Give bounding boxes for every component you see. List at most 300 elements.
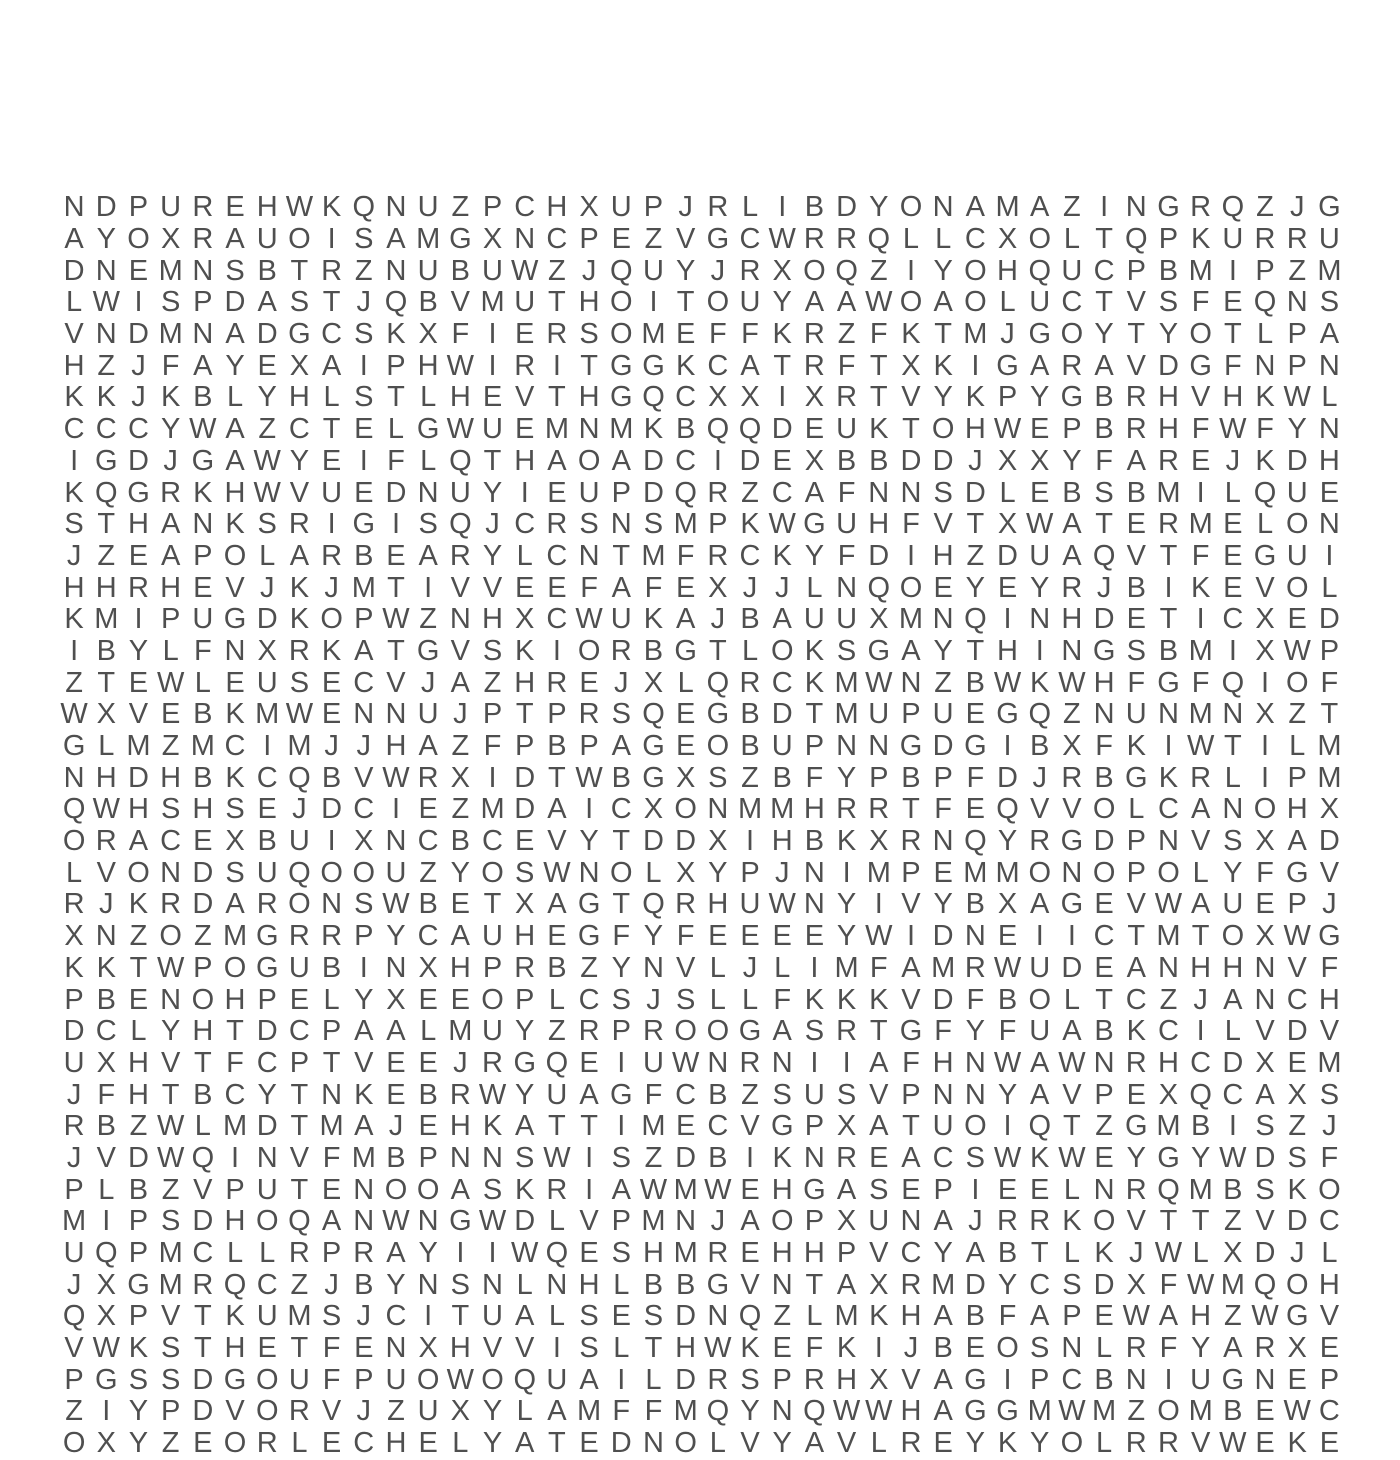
grid-cell[interactable]: M xyxy=(641,539,666,572)
grid-cell[interactable]: D xyxy=(127,1141,149,1174)
grid-cell[interactable]: N xyxy=(321,1078,343,1111)
grid-cell[interactable]: R xyxy=(1157,508,1179,541)
grid-cell[interactable]: U xyxy=(739,888,761,921)
grid-cell[interactable]: W xyxy=(671,1046,700,1079)
grid-cell[interactable]: A xyxy=(547,793,567,826)
grid-cell[interactable]: E xyxy=(1287,1363,1307,1396)
grid-cell[interactable]: Q xyxy=(610,254,633,287)
grid-cell[interactable]: M xyxy=(158,1237,183,1270)
grid-cell[interactable]: K xyxy=(804,666,825,699)
grid-cell[interactable]: X xyxy=(418,318,438,351)
grid-cell[interactable]: C xyxy=(1061,1363,1083,1396)
grid-cell[interactable]: I xyxy=(842,856,851,889)
grid-cell[interactable]: P xyxy=(579,223,599,256)
grid-cell[interactable]: K xyxy=(836,983,857,1016)
grid-cell[interactable]: K xyxy=(1126,730,1146,763)
grid-cell[interactable]: D xyxy=(932,730,954,763)
grid-cell[interactable]: T xyxy=(902,793,920,826)
grid-cell[interactable]: N xyxy=(1125,1363,1147,1396)
grid-cell[interactable]: D xyxy=(514,1205,536,1238)
grid-cell[interactable]: S xyxy=(1319,286,1340,319)
grid-cell[interactable]: G xyxy=(513,1046,536,1079)
grid-cell[interactable]: V xyxy=(1255,1205,1275,1238)
grid-cell[interactable]: I xyxy=(231,1141,240,1174)
grid-cell[interactable]: D xyxy=(192,1395,214,1428)
grid-cell[interactable]: C xyxy=(482,825,503,858)
grid-cell[interactable]: X xyxy=(96,1427,116,1460)
grid-cell[interactable]: H xyxy=(1190,951,1212,984)
grid-cell[interactable]: F xyxy=(322,1363,341,1396)
grid-cell[interactable]: P xyxy=(193,539,213,572)
grid-cell[interactable]: V xyxy=(675,223,696,256)
grid-cell[interactable]: S xyxy=(160,286,181,319)
grid-cell[interactable]: Y xyxy=(354,983,374,1016)
grid-cell[interactable]: P xyxy=(579,730,599,763)
grid-cell[interactable]: I xyxy=(391,793,400,826)
grid-cell[interactable]: Q xyxy=(449,508,472,541)
grid-cell[interactable]: U xyxy=(1222,888,1244,921)
grid-cell[interactable]: X xyxy=(450,761,471,794)
grid-cell[interactable]: H xyxy=(1318,983,1340,1016)
grid-cell[interactable]: C xyxy=(771,476,793,509)
grid-cell[interactable]: H xyxy=(868,508,890,541)
grid-cell[interactable]: T xyxy=(1223,318,1242,351)
grid-cell[interactable]: V xyxy=(740,1110,760,1143)
grid-cell[interactable]: U xyxy=(1029,539,1051,572)
grid-cell[interactable]: X xyxy=(869,603,889,636)
grid-cell[interactable]: J xyxy=(968,444,983,477)
grid-cell[interactable]: K xyxy=(64,381,84,414)
grid-cell[interactable]: U xyxy=(417,1395,439,1428)
grid-cell[interactable]: Q xyxy=(1253,1268,1277,1301)
grid-cell[interactable]: H xyxy=(514,444,536,477)
grid-cell[interactable]: Z xyxy=(1223,1205,1242,1238)
grid-cell[interactable]: L xyxy=(452,1427,469,1460)
grid-cell[interactable]: T xyxy=(548,761,566,794)
grid-cell[interactable]: M xyxy=(416,223,441,256)
grid-cell[interactable]: E xyxy=(675,1110,696,1143)
grid-cell[interactable]: O xyxy=(577,444,601,477)
grid-cell[interactable]: U xyxy=(1029,951,1051,984)
grid-cell[interactable]: C xyxy=(1125,983,1147,1016)
grid-cell[interactable]: Y xyxy=(836,761,857,794)
grid-cell[interactable]: N xyxy=(160,983,182,1016)
grid-cell[interactable]: V xyxy=(901,381,921,414)
grid-cell[interactable]: O xyxy=(1221,920,1245,953)
grid-cell[interactable]: B xyxy=(740,698,760,731)
grid-cell[interactable]: E xyxy=(772,920,792,953)
grid-cell[interactable]: F xyxy=(773,983,792,1016)
grid-cell[interactable]: W xyxy=(60,698,88,731)
grid-cell[interactable]: P xyxy=(1287,761,1307,794)
grid-cell[interactable]: E xyxy=(1223,508,1243,541)
grid-cell[interactable]: W xyxy=(253,444,281,477)
grid-cell[interactable]: X xyxy=(1255,920,1275,953)
grid-cell[interactable]: K xyxy=(225,698,245,731)
grid-cell[interactable]: Z xyxy=(161,1173,180,1206)
grid-cell[interactable]: A xyxy=(836,286,857,319)
grid-cell[interactable]: A xyxy=(64,223,84,256)
grid-cell[interactable]: A xyxy=(1094,349,1114,382)
grid-cell[interactable]: H xyxy=(803,1237,825,1270)
grid-cell[interactable]: S xyxy=(354,223,374,256)
grid-cell[interactable]: I xyxy=(1164,1363,1173,1396)
grid-cell[interactable]: E xyxy=(740,920,760,953)
grid-cell[interactable]: T xyxy=(869,1015,888,1048)
grid-cell[interactable]: E xyxy=(1287,1046,1307,1079)
grid-cell[interactable]: A xyxy=(128,825,149,858)
grid-cell[interactable]: O xyxy=(577,634,601,667)
grid-cell[interactable]: B xyxy=(547,730,567,763)
grid-cell[interactable]: I xyxy=(327,508,336,541)
grid-cell[interactable]: N xyxy=(642,951,664,984)
grid-cell[interactable]: M xyxy=(1317,730,1342,763)
grid-cell[interactable]: S xyxy=(869,1173,889,1206)
grid-cell[interactable]: F xyxy=(1320,951,1339,984)
grid-cell[interactable]: F xyxy=(902,508,920,541)
grid-cell[interactable]: B xyxy=(386,1141,406,1174)
grid-cell[interactable]: O xyxy=(62,825,86,858)
grid-cell[interactable]: O xyxy=(62,1427,86,1460)
grid-cell[interactable]: G xyxy=(674,634,697,667)
grid-cell[interactable]: R xyxy=(321,920,343,953)
grid-cell[interactable]: B xyxy=(965,666,986,699)
grid-cell[interactable]: A xyxy=(933,1205,953,1238)
grid-cell[interactable]: S xyxy=(1255,1110,1275,1143)
grid-cell[interactable]: J xyxy=(485,508,500,541)
grid-cell[interactable]: R xyxy=(288,1395,310,1428)
grid-cell[interactable]: I xyxy=(971,349,980,382)
grid-cell[interactable]: R xyxy=(1157,1427,1179,1460)
grid-cell[interactable]: U xyxy=(1286,539,1308,572)
grid-cell[interactable]: G xyxy=(964,730,987,763)
grid-cell[interactable]: A xyxy=(869,1046,889,1079)
grid-cell[interactable]: A xyxy=(772,603,792,636)
grid-cell[interactable]: X xyxy=(450,1395,471,1428)
grid-cell[interactable]: J xyxy=(420,666,436,699)
grid-cell[interactable]: L xyxy=(613,1332,630,1365)
grid-cell[interactable]: L xyxy=(548,1205,565,1238)
grid-cell[interactable]: H xyxy=(95,571,117,604)
grid-cell[interactable]: T xyxy=(97,666,116,699)
grid-cell[interactable]: M xyxy=(126,730,151,763)
grid-cell[interactable]: G xyxy=(1157,666,1180,699)
grid-cell[interactable]: R xyxy=(836,223,858,256)
grid-cell[interactable]: O xyxy=(223,1427,247,1460)
grid-cell[interactable]: U xyxy=(739,286,761,319)
grid-cell[interactable]: Z xyxy=(161,730,180,763)
grid-cell[interactable]: M xyxy=(544,413,569,446)
grid-cell[interactable]: T xyxy=(1095,508,1113,541)
grid-cell[interactable]: V xyxy=(289,476,310,509)
grid-cell[interactable]: H xyxy=(997,634,1018,667)
grid-cell[interactable]: D xyxy=(385,476,407,509)
grid-cell[interactable]: Y xyxy=(1287,413,1307,446)
grid-cell[interactable]: Q xyxy=(1189,1078,1212,1111)
grid-cell[interactable]: R xyxy=(642,1015,664,1048)
grid-cell[interactable]: U xyxy=(321,476,343,509)
grid-cell[interactable]: L xyxy=(1256,508,1274,541)
grid-cell[interactable]: H xyxy=(1157,1046,1179,1079)
grid-cell[interactable]: C xyxy=(256,1046,278,1079)
grid-cell[interactable]: M xyxy=(834,951,859,984)
grid-cell[interactable]: B xyxy=(997,1237,1018,1270)
grid-cell[interactable]: G xyxy=(95,1363,118,1396)
grid-cell[interactable]: R xyxy=(321,539,343,572)
grid-cell[interactable]: H xyxy=(385,730,407,763)
grid-cell[interactable]: Q xyxy=(288,761,311,794)
grid-cell[interactable]: Q xyxy=(738,413,762,446)
grid-cell[interactable]: E xyxy=(1223,286,1243,319)
grid-cell[interactable]: F xyxy=(934,793,953,826)
grid-cell[interactable]: M xyxy=(1156,1110,1181,1143)
grid-cell[interactable]: I xyxy=(70,634,79,667)
grid-cell[interactable]: A xyxy=(1126,951,1146,984)
grid-cell[interactable]: T xyxy=(580,1110,598,1143)
grid-cell[interactable]: C xyxy=(224,730,246,763)
grid-cell[interactable]: C xyxy=(95,413,117,446)
grid-cell[interactable]: J xyxy=(66,1141,82,1174)
grid-cell[interactable]: O xyxy=(931,413,955,446)
grid-cell[interactable]: P xyxy=(225,1173,245,1206)
grid-cell[interactable]: V xyxy=(1062,1078,1082,1111)
grid-cell[interactable]: R xyxy=(95,825,117,858)
grid-cell[interactable]: D xyxy=(256,1015,278,1048)
grid-cell[interactable]: O xyxy=(770,1205,794,1238)
grid-cell[interactable]: U xyxy=(610,603,632,636)
grid-cell[interactable]: L xyxy=(709,951,726,984)
grid-cell[interactable]: N xyxy=(1093,1046,1115,1079)
grid-cell[interactable]: E xyxy=(257,349,277,382)
grid-cell[interactable]: G xyxy=(996,1395,1019,1428)
grid-cell[interactable]: H xyxy=(836,1363,858,1396)
grid-cell[interactable]: N xyxy=(675,1205,697,1238)
grid-cell[interactable]: K xyxy=(1190,223,1211,256)
grid-cell[interactable]: Q xyxy=(835,254,858,287)
grid-cell[interactable]: O xyxy=(481,1363,504,1396)
grid-cell[interactable]: P xyxy=(1255,254,1275,287)
grid-cell[interactable]: W xyxy=(382,888,410,921)
grid-cell[interactable]: C xyxy=(707,349,729,382)
grid-cell[interactable]: C xyxy=(256,1268,278,1301)
grid-cell[interactable]: I xyxy=(359,951,368,984)
grid-cell[interactable]: T xyxy=(193,1300,212,1333)
grid-cell[interactable]: F xyxy=(869,318,888,351)
grid-cell[interactable]: H xyxy=(256,191,278,224)
grid-cell[interactable]: P xyxy=(1158,223,1179,256)
grid-cell[interactable]: Y xyxy=(160,1015,181,1048)
grid-cell[interactable]: E xyxy=(1223,571,1243,604)
grid-cell[interactable]: I xyxy=(1003,730,1012,763)
grid-cell[interactable]: T xyxy=(1095,286,1113,319)
grid-cell[interactable]: Y xyxy=(128,634,149,667)
grid-cell[interactable]: F xyxy=(161,349,180,382)
grid-cell[interactable]: G xyxy=(449,1205,472,1238)
grid-cell[interactable]: Z xyxy=(966,539,985,572)
grid-cell[interactable]: E xyxy=(1094,1300,1114,1333)
grid-cell[interactable]: H xyxy=(1318,444,1340,477)
grid-cell[interactable]: I xyxy=(102,1395,111,1428)
grid-cell[interactable]: G xyxy=(255,951,279,984)
grid-cell[interactable]: U xyxy=(803,1078,825,1111)
grid-cell[interactable]: C xyxy=(578,983,600,1016)
grid-cell[interactable]: B xyxy=(901,761,921,794)
grid-cell[interactable]: D xyxy=(964,476,986,509)
grid-cell[interactable]: A xyxy=(740,349,760,382)
grid-cell[interactable]: Q xyxy=(288,856,311,889)
grid-cell[interactable]: B xyxy=(193,1078,213,1111)
grid-cell[interactable]: V xyxy=(64,318,84,351)
grid-cell[interactable]: R xyxy=(160,476,182,509)
grid-cell[interactable]: F xyxy=(1159,1332,1178,1365)
grid-cell[interactable]: L xyxy=(709,983,726,1016)
grid-cell[interactable]: B xyxy=(450,825,471,858)
grid-cell[interactable]: B xyxy=(836,444,857,477)
grid-cell[interactable]: D xyxy=(1157,349,1179,382)
grid-cell[interactable]: X xyxy=(708,571,728,604)
grid-cell[interactable]: A xyxy=(611,571,631,604)
grid-cell[interactable]: M xyxy=(995,856,1020,889)
grid-cell[interactable]: X xyxy=(836,1110,857,1143)
grid-cell[interactable]: W xyxy=(189,413,217,446)
grid-cell[interactable]: N xyxy=(63,191,85,224)
grid-cell[interactable]: I xyxy=(778,191,787,224)
grid-cell[interactable]: H xyxy=(514,920,536,953)
grid-cell[interactable]: D xyxy=(514,761,536,794)
grid-cell[interactable]: I xyxy=(713,444,722,477)
grid-cell[interactable]: A xyxy=(321,1205,342,1238)
grid-cell[interactable]: M xyxy=(673,508,698,541)
grid-cell[interactable]: W xyxy=(1283,381,1311,414)
grid-cell[interactable]: D xyxy=(868,539,890,572)
grid-cell[interactable]: R xyxy=(803,349,825,382)
grid-cell[interactable]: H xyxy=(192,793,214,826)
grid-cell[interactable]: P xyxy=(611,1015,631,1048)
grid-cell[interactable]: W xyxy=(575,603,603,636)
grid-cell[interactable]: T xyxy=(805,1268,824,1301)
grid-cell[interactable]: V xyxy=(354,1046,374,1079)
grid-cell[interactable]: L xyxy=(613,1268,630,1301)
grid-cell[interactable]: N xyxy=(1222,793,1244,826)
grid-cell[interactable]: S xyxy=(933,476,953,509)
grid-cell[interactable]: H xyxy=(192,1015,214,1048)
grid-cell[interactable]: N xyxy=(192,254,214,287)
grid-cell[interactable]: T xyxy=(1159,1205,1178,1238)
grid-cell[interactable]: O xyxy=(996,1332,1019,1365)
grid-cell[interactable]: B xyxy=(257,254,277,287)
grid-cell[interactable]: R xyxy=(964,951,986,984)
grid-cell[interactable]: A xyxy=(1062,508,1082,541)
grid-cell[interactable]: R xyxy=(256,1427,278,1460)
grid-cell[interactable]: Y xyxy=(933,381,953,414)
grid-cell[interactable]: W xyxy=(446,413,475,446)
grid-cell[interactable]: I xyxy=(520,476,529,509)
grid-cell[interactable]: A xyxy=(611,730,631,763)
grid-cell[interactable]: T xyxy=(1159,603,1178,636)
grid-cell[interactable]: N xyxy=(578,539,600,572)
grid-cell[interactable]: S xyxy=(965,1141,986,1174)
grid-cell[interactable]: S xyxy=(611,983,631,1016)
grid-cell[interactable]: R xyxy=(803,223,825,256)
grid-cell[interactable]: U xyxy=(385,856,407,889)
grid-cell[interactable]: L xyxy=(259,1237,276,1270)
grid-cell[interactable]: G xyxy=(1092,634,1116,667)
grid-cell[interactable]: P xyxy=(128,1237,149,1270)
grid-cell[interactable]: O xyxy=(352,856,376,889)
grid-cell[interactable]: M xyxy=(577,1395,602,1428)
grid-cell[interactable]: Y xyxy=(836,888,857,921)
grid-cell[interactable]: M xyxy=(641,1205,666,1238)
grid-cell[interactable]: V xyxy=(1255,571,1275,604)
grid-cell[interactable]: G xyxy=(127,476,150,509)
grid-cell[interactable]: Y xyxy=(482,476,503,509)
grid-cell[interactable]: T xyxy=(1223,730,1242,763)
grid-cell[interactable]: T xyxy=(580,349,598,382)
grid-cell[interactable]: I xyxy=(1067,920,1076,953)
grid-cell[interactable]: H xyxy=(1286,793,1308,826)
grid-cell[interactable]: Z xyxy=(580,951,598,984)
grid-cell[interactable]: P xyxy=(933,1173,953,1206)
grid-cell[interactable]: V xyxy=(1319,1015,1340,1048)
grid-cell[interactable]: S xyxy=(354,888,374,921)
grid-cell[interactable]: N xyxy=(900,1205,922,1238)
grid-cell[interactable]: R xyxy=(1029,825,1051,858)
grid-cell[interactable]: X xyxy=(386,983,406,1016)
grid-cell[interactable]: L xyxy=(387,413,405,446)
grid-cell[interactable]: X xyxy=(418,951,438,984)
grid-cell[interactable]: E xyxy=(515,825,535,858)
grid-cell[interactable]: P xyxy=(128,191,149,224)
grid-cell[interactable]: F xyxy=(676,920,695,953)
grid-cell[interactable]: X xyxy=(289,349,310,382)
grid-cell[interactable]: X xyxy=(997,223,1018,256)
grid-cell[interactable]: N xyxy=(900,666,922,699)
grid-cell[interactable]: I xyxy=(488,349,497,382)
grid-cell[interactable]: G xyxy=(1157,191,1180,224)
grid-cell[interactable]: P xyxy=(64,983,84,1016)
grid-cell[interactable]: M xyxy=(319,1110,344,1143)
grid-cell[interactable]: T xyxy=(451,1300,470,1333)
grid-cell[interactable]: D xyxy=(675,825,697,858)
grid-cell[interactable]: Q xyxy=(223,1268,247,1301)
grid-cell[interactable]: U xyxy=(514,286,536,319)
grid-cell[interactable]: L xyxy=(870,1427,887,1460)
grid-cell[interactable]: T xyxy=(387,634,405,667)
grid-cell[interactable]: R xyxy=(288,1237,310,1270)
grid-cell[interactable]: V xyxy=(450,571,471,604)
grid-cell[interactable]: N xyxy=(1157,825,1179,858)
grid-cell[interactable]: I xyxy=(842,1046,851,1079)
grid-cell[interactable]: I xyxy=(746,825,755,858)
grid-cell[interactable]: X xyxy=(997,508,1018,541)
grid-cell[interactable]: C xyxy=(546,603,568,636)
grid-cell[interactable]: W xyxy=(1219,413,1247,446)
grid-cell[interactable]: M xyxy=(1317,1046,1342,1079)
grid-cell[interactable]: Z xyxy=(644,223,663,256)
grid-cell[interactable]: Q xyxy=(1092,539,1116,572)
grid-cell[interactable]: F xyxy=(1320,666,1339,699)
grid-cell[interactable]: O xyxy=(1318,1173,1341,1206)
grid-cell[interactable]: E xyxy=(321,1427,342,1460)
grid-cell[interactable]: S xyxy=(1287,1141,1307,1174)
grid-cell[interactable]: A xyxy=(547,1395,567,1428)
grid-cell[interactable]: R xyxy=(288,508,310,541)
grid-cell[interactable]: P xyxy=(547,698,567,731)
grid-cell[interactable]: S xyxy=(740,1363,760,1396)
grid-cell[interactable]: V xyxy=(96,856,116,889)
grid-cell[interactable]: U xyxy=(868,1205,890,1238)
grid-cell[interactable]: Z xyxy=(1127,1395,1146,1428)
